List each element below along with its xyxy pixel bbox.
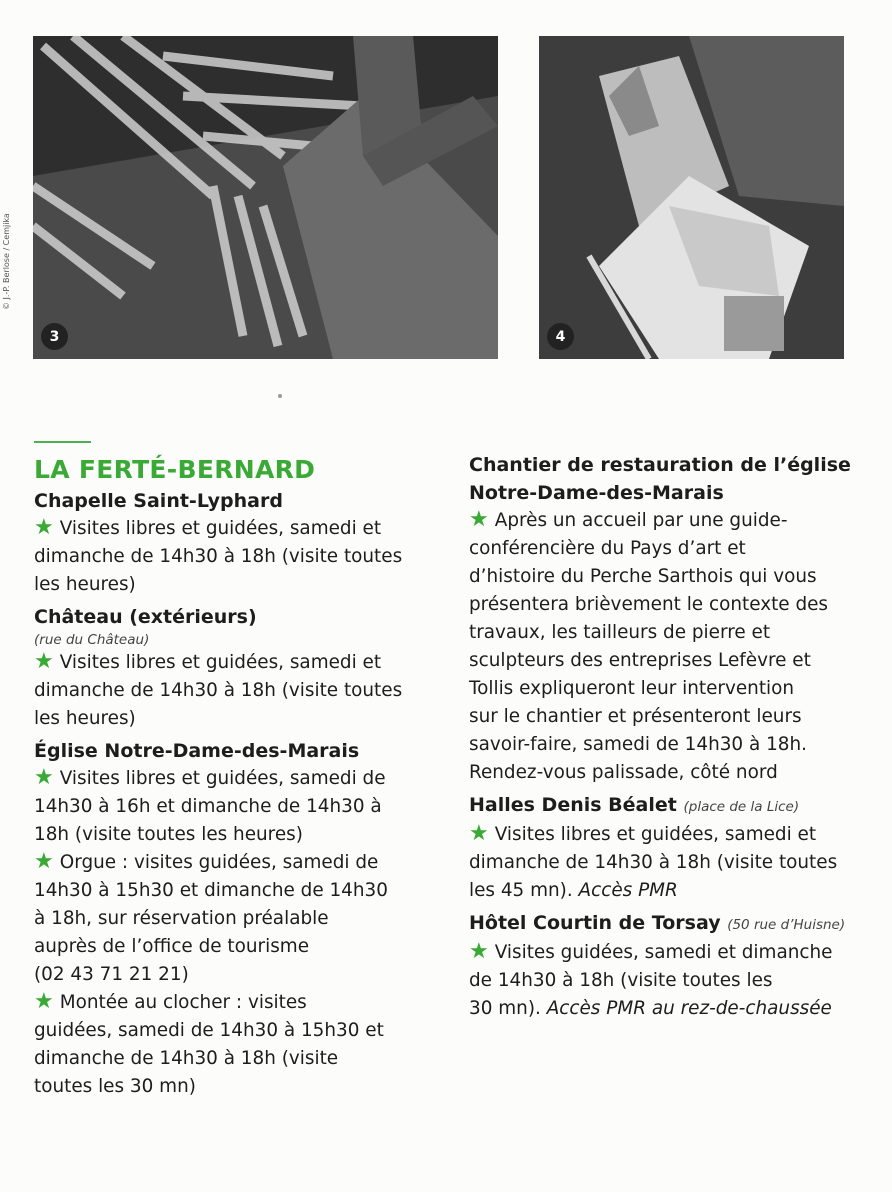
text-line: dimanche de 14h30 à 18h (visite toutes — [469, 852, 838, 873]
speck — [278, 394, 282, 398]
photo-number-badge: 4 — [547, 323, 574, 350]
accessibility-note: Accès PMR au rez-de-chaussée — [546, 998, 832, 1019]
photo-credit: © J.-P. Berlose / Cemjika — [2, 213, 11, 310]
text-line: sculpteurs des entreprises Lefèvre et — [469, 650, 811, 671]
text-line: sur le chantier et présenteront leurs — [469, 706, 802, 727]
section-rule — [34, 441, 91, 443]
text-line: Visites libres et guidées, samedi et — [494, 824, 817, 845]
title-line: Notre-Dame-des-Marais — [469, 482, 724, 504]
roof-timber-framework-photo — [33, 36, 498, 359]
venue-title-eglise: Église Notre-Dame-des-Marais — [34, 740, 360, 762]
text-line: Orgue : visites guidées, samedi de — [59, 852, 379, 873]
text-line: Visites guidées, samedi et dimanche — [494, 942, 833, 963]
section-title: LA FERTÉ-BERNARD — [34, 455, 316, 484]
text-line: les 45 mn). — [469, 880, 579, 901]
venue-address: (place de la Lice) — [683, 799, 800, 815]
star-icon: ★ — [34, 765, 54, 790]
text-line: 14h30 à 15h30 et dimanche de 14h30 — [34, 880, 388, 901]
text-line: dimanche de 14h30 à 18h (visite toutes — [34, 680, 403, 701]
venue-name: Halles Denis Béalet — [469, 794, 677, 816]
venue-title-chateau: Château (extérieurs) — [34, 606, 257, 628]
photo-3 — [33, 36, 498, 359]
text-line: 30 mn). — [469, 998, 547, 1019]
text-line: Visites libres et guidées, samedi de — [59, 768, 386, 789]
title-line: Chantier de restauration de l’église — [469, 454, 851, 476]
venue-body-chateau — [34, 649, 419, 733]
accessibility-note: Accès PMR — [578, 880, 678, 901]
text-line: Visites libres et guidées, samedi et — [59, 518, 382, 539]
venue-body-chantier — [469, 507, 859, 787]
venue-body-hotel — [469, 939, 859, 1023]
venue-address-chateau: (rue du Château) — [34, 632, 150, 648]
photo-4 — [539, 36, 844, 359]
venue-name: Hôtel Courtin de Torsay — [469, 912, 721, 934]
text-line: travaux, les tailleurs de pierre et — [469, 622, 771, 643]
photo-number-badge: 3 — [41, 323, 68, 350]
venue-title-chantier — [469, 451, 859, 507]
venue-body-halles — [469, 821, 859, 905]
venue-body-chapelle — [34, 515, 419, 599]
star-icon: ★ — [34, 515, 54, 540]
text-line: les heures) — [34, 574, 136, 595]
star-icon: ★ — [469, 507, 489, 532]
text-line: d’histoire du Perche Sarthois qui vous — [469, 566, 817, 587]
text-line: les heures) — [34, 708, 136, 729]
text-line: 18h (visite toutes les heures) — [34, 824, 303, 845]
star-icon: ★ — [469, 821, 489, 846]
text-line: dimanche de 14h30 à 18h (visite — [34, 1048, 339, 1069]
venue-title-halles — [469, 791, 859, 821]
stone-sculptor-hand-photo — [539, 36, 844, 359]
venue-address: (50 rue d’Huisne) — [727, 917, 846, 933]
text-line: conférencière du Pays d’art et — [469, 538, 746, 559]
text-line: savoir-faire, samedi de 14h30 à 18h. — [469, 734, 807, 755]
text-line: Rendez-vous palissade, côté nord — [469, 762, 778, 783]
venue-body-eglise — [34, 765, 419, 1101]
text-line: auprès de l’office de tourisme — [34, 936, 310, 957]
text-line: de 14h30 à 18h (visite toutes les — [469, 970, 773, 991]
text-line: présentera brièvement le contexte des — [469, 594, 829, 615]
star-icon: ★ — [34, 649, 54, 674]
text-line: Après un accueil par une guide- — [494, 510, 788, 531]
text-line: 14h30 à 16h et dimanche de 14h30 à — [34, 796, 382, 817]
venue-title-chapelle: Chapelle Saint-Lyphard — [34, 490, 283, 512]
text-line: Montée au clocher : visites — [59, 992, 307, 1013]
star-icon: ★ — [469, 939, 489, 964]
left-column — [34, 453, 419, 1101]
text-line: toutes les 30 mn) — [34, 1076, 196, 1097]
venue-title-hotel — [469, 909, 859, 939]
right-column — [469, 451, 859, 1023]
phone-number: (02 43 71 21 21) — [34, 964, 189, 985]
text-line: dimanche de 14h30 à 18h (visite toutes — [34, 546, 403, 567]
text-line: à 18h, sur réservation préalable — [34, 908, 329, 929]
star-icon: ★ — [34, 989, 54, 1014]
text-line: Tollis expliqueront leur intervention — [469, 678, 795, 699]
text-line: Visites libres et guidées, samedi et — [59, 652, 382, 673]
text-line: guidées, samedi de 14h30 à 15h30 et — [34, 1020, 384, 1041]
star-icon: ★ — [34, 849, 54, 874]
